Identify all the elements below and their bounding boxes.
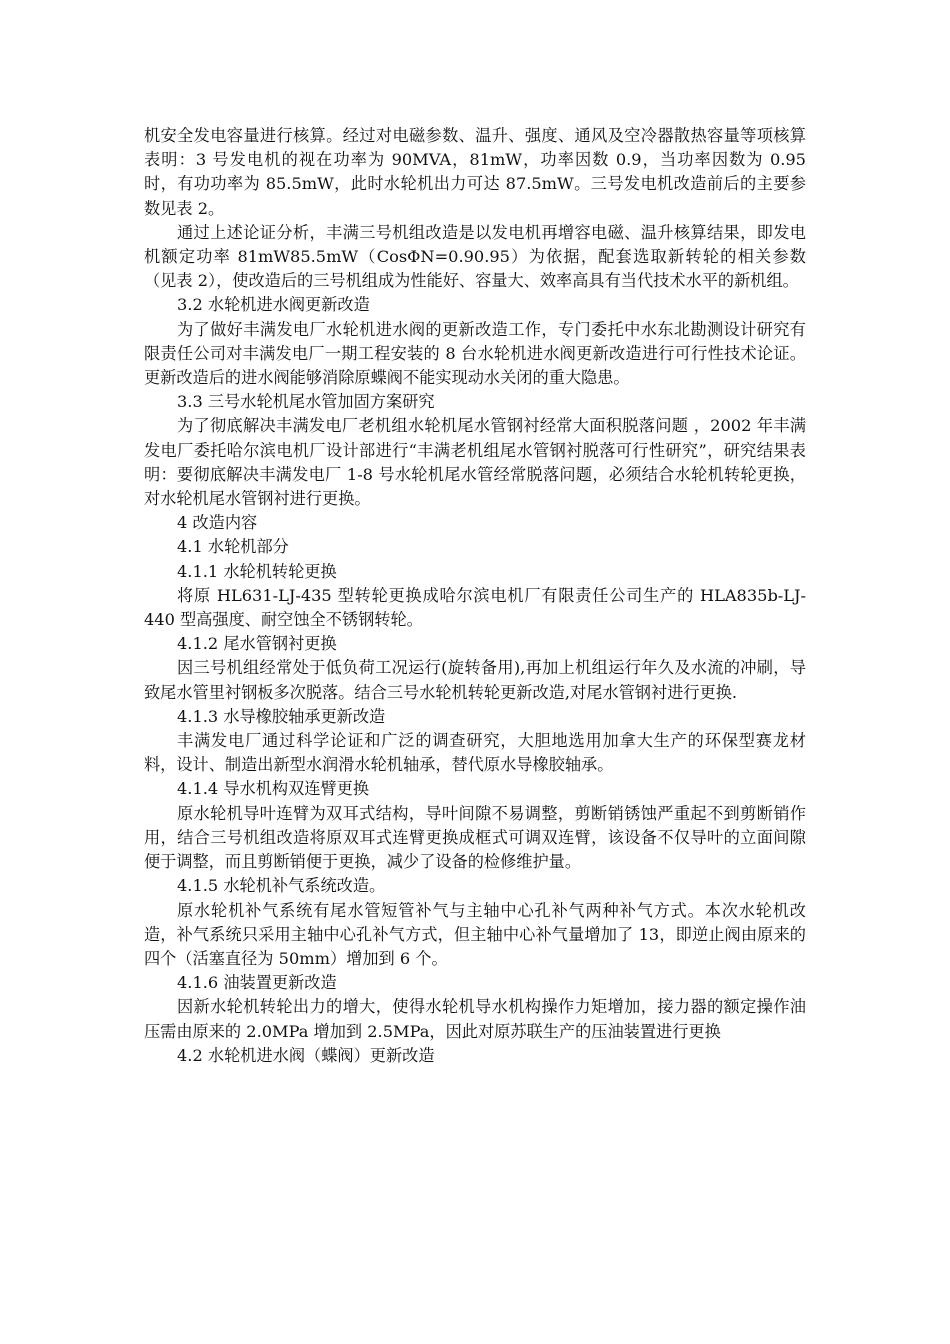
section-heading-4-1-5: 4.1.5 水轮机补气系统改造。	[177, 876, 386, 896]
paragraph-2: 通过上述论证分析，丰满三号机组改造是以发电机再增容电磁、温升核算结果，即发电机额定功率 81mW85.5mW（CosΦN=0.90.95）为依据，配套选取新转轮的相关参数（见表 2），使改造后的三号机组成为性能好、容量大、效率高具有当代技术水平的新机组。	[144, 222, 806, 291]
section-heading-4: 4 改造内容	[177, 513, 258, 533]
section-heading-3-2: 3.2 水轮机进水阀更新改造	[177, 295, 370, 315]
section-heading-4-1-2: 4.1.2 尾水管钢衬更换	[177, 634, 337, 654]
paragraph-7: 丰满发电厂通过科学论证和广泛的调查研究，大胆地选用加拿大生产的环保型赛龙材料，设计、制造出新型水润滑水轮机轴承，替代原水导橡胶轴承。	[144, 731, 806, 775]
paragraph-4: 为了彻底解决丰满发电厂老机组水轮机尾水管钢衬经常大面积脱落问题 ，2002 年丰满发电厂委托哈尔滨电机厂设计部进行“丰满老机组尾水管钢衬脱落可行性研究”，研究结果表明：要彻底解决丰满发电厂 1-8 号水轮机尾水管经常脱落问题，必须结合水轮机转轮更换，对水轮机尾水管钢衬进行更换。	[144, 416, 806, 509]
paragraph-8: 原水轮机导叶连臂为双耳式结构，导叶间隙不易调整，剪断销锈蚀严重起不到剪断销作用，结合三号机组改造将原双耳式连臂更换成框式可调双连臂，该设备不仅导叶的立面间隙便于调整，而且剪断销便于更换，减少了设备的检修维护量。	[144, 803, 806, 872]
paragraph-6: 因三号机组经常处于低负荷工况运行(旋转备用),再加上机组运行年久及水流的冲刷，导致尾水管里衬钢板多次脱落。结合三号水轮机转轮更新改造,对尾水管钢衬进行更换.	[144, 658, 806, 702]
paragraph-1: 机安全发电容量进行核算。经过对电磁参数、温升、强度、通风及空冷器散热容量等项核算表明：3 号发电机的视在功率为 90MVA，81mW，功率因数 0.9，当功率因数为 0.95 时，有功功率为 85.5mW，此时水轮机出力可达 87.5mW。三号发电机改造前后的主要参数见表 2。	[144, 126, 806, 218]
section-heading-3-3: 3.3 三号水轮机尾水管加固方案研究	[177, 392, 435, 412]
section-heading-4-2: 4.2 水轮机进水阀（蝶阀）更新改造	[177, 1045, 435, 1065]
paragraph-5: 将原 HL631-LJ-435 型转轮更换成哈尔滨电机厂有限责任公司生产的 HLA835b-LJ-440 型高强度、耐空蚀全不锈钢转轮。	[144, 585, 806, 630]
section-heading-4-1: 4.1 水轮机部分	[177, 537, 289, 557]
section-heading-4-1-1: 4.1.1 水轮机转轮更换	[177, 561, 337, 581]
section-heading-4-1-6: 4.1.6 油装置更新改造	[177, 973, 337, 993]
paragraph-3: 为了做好丰满发电厂水轮机进水阀的更新改造工作，专门委托中水东北勘测设计研究有限责任公司对丰满发电厂一期工程安装的 8 台水轮机进水阀更新改造进行可行性技术论证。更新改造后的进水阀能够消除原蝶阀不能实现动水关闭的重大隐患。	[144, 319, 806, 388]
section-heading-4-1-3: 4.1.3 水导橡胶轴承更新改造	[177, 706, 386, 726]
paragraph-10: 因新水轮机转轮出力的增大，使得水轮机导水机构操作力矩增加，接力器的额定操作油压需由原来的 2.0MPa 增加到 2.5MPa，因此对原苏联生产的压油装置进行更换	[144, 997, 806, 1041]
document-body	[144, 124, 806, 1068]
section-heading-4-1-4: 4.1.4 导水机构双连臂更换	[177, 779, 370, 799]
paragraph-9: 原水轮机补气系统有尾水管短管补气与主轴中心孔补气两种补气方式。本次水轮机改造，补气系统只采用主轴中心孔补气方式，但主轴中心补气量增加了 13，即逆止阀由原来的四个（活塞直径为 50mm）增加到 6 个。	[144, 900, 806, 968]
